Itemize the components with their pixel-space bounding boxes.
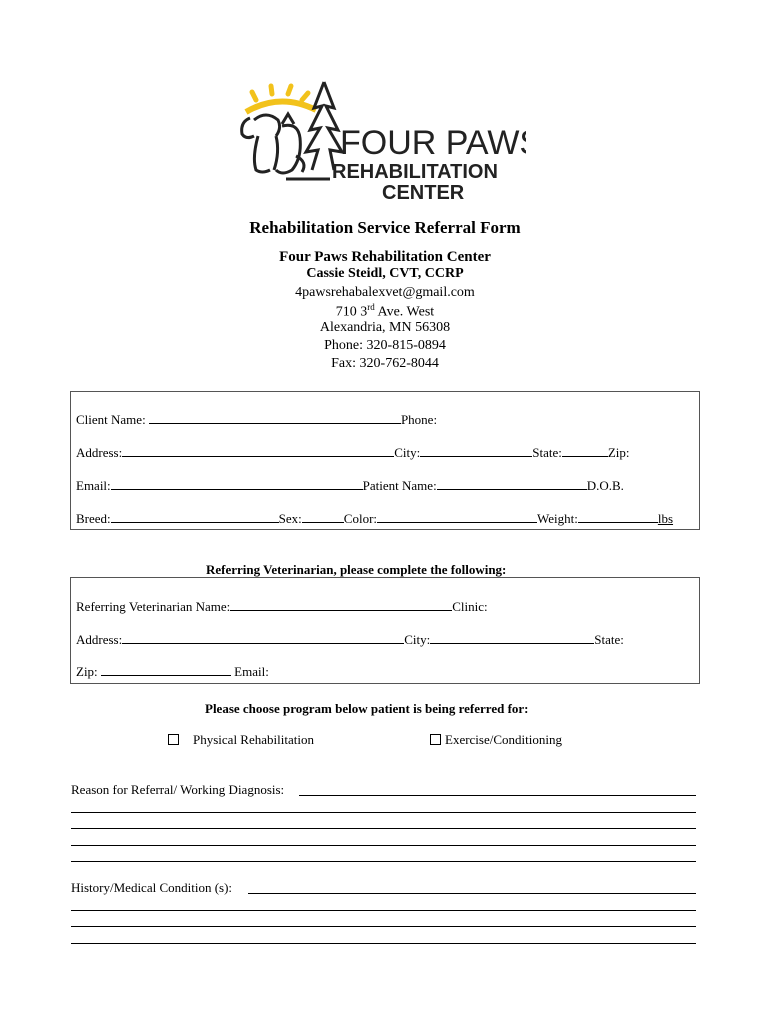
client-info-section (70, 391, 700, 530)
history-line-4[interactable] (71, 943, 696, 944)
program-option-physical[interactable] (168, 732, 314, 748)
breed-label: Breed: (76, 511, 111, 526)
contact-city-state: Alexandria, MN 56308 (319, 320, 451, 335)
sex-label: Sex: (278, 511, 302, 526)
address-street: Ave. West (374, 304, 435, 320)
referring-heading: Referring Veterinarian, please complete the following: (206, 562, 507, 577)
dob-label: D.O.B. (586, 478, 624, 493)
address-superscript: rd (367, 302, 375, 312)
referring-row-2 (76, 631, 694, 648)
history-line-2[interactable] (71, 910, 696, 911)
client-row-2 (76, 444, 694, 461)
contact-email: 4pawsrehabalexvet@gmail.com (295, 285, 475, 300)
client-email-label: Email: (76, 478, 111, 493)
clinic-label: Clinic: (452, 599, 488, 614)
org-name: Four Paws Rehabilitation Center (279, 249, 491, 265)
reason-label: Reason for Referral/ Working Diagnosis: (71, 782, 285, 797)
client-address-field[interactable] (122, 444, 394, 457)
reason-line-2[interactable] (71, 812, 696, 813)
vet-name-label: Referring Veterinarian Name: (76, 599, 231, 614)
vet-city-field[interactable] (430, 631, 594, 644)
referring-vet-section (70, 577, 700, 684)
vet-name-field[interactable] (230, 598, 452, 611)
client-city-field[interactable] (420, 444, 532, 457)
reason-line-3[interactable] (71, 828, 696, 829)
vet-city-label: City: (404, 632, 431, 647)
client-name-field[interactable] (149, 411, 401, 424)
client-address-label: Address: (76, 445, 123, 460)
vet-state-label: State: (594, 632, 624, 647)
pine-tree-icon (306, 82, 342, 170)
four-paws-logo-graphic (236, 78, 526, 206)
contact-name: Cassie Steidl, CVT, CCRP (306, 266, 464, 281)
weight-field[interactable] (578, 510, 658, 523)
logo-line-2: REHABILITATION (332, 161, 498, 183)
form-title: Rehabilitation Service Referral Form (249, 218, 521, 237)
client-state-label: State: (532, 445, 562, 460)
reason-line-1[interactable] (299, 795, 696, 796)
history-line-1[interactable] (248, 893, 696, 894)
client-row-4 (76, 510, 694, 527)
contact-phone: Phone: 320-815-0894 (324, 338, 446, 353)
checkbox-exercise[interactable] (430, 734, 441, 745)
logo (236, 78, 526, 206)
vet-email-label: Email: (234, 664, 269, 679)
lbs-label: lbs (657, 511, 674, 526)
patient-name-field[interactable] (437, 477, 587, 490)
client-city-label: City: (394, 445, 421, 460)
vet-zip-field[interactable] (101, 663, 231, 676)
phone-label: Phone: (400, 412, 438, 427)
vet-address-label: Address: (76, 632, 123, 647)
client-name-label: Client Name: (76, 412, 146, 427)
reason-line-4[interactable] (71, 845, 696, 846)
referring-row-3 (76, 663, 694, 680)
program-heading: Please choose program below patient is being referred for: (205, 701, 529, 716)
reason-line-5[interactable] (71, 861, 696, 862)
client-row-1 (76, 411, 694, 428)
breed-field[interactable] (111, 510, 279, 523)
client-state-field[interactable] (562, 444, 608, 457)
color-field[interactable] (377, 510, 537, 523)
address-number: 710 3 (335, 304, 368, 320)
physical-rehab-label: Physical Rehabilitation (193, 732, 314, 747)
client-email-field[interactable] (111, 477, 363, 490)
referring-row-1 (76, 598, 694, 615)
vet-zip-label: Zip: (76, 664, 98, 679)
patient-name-label: Patient Name: (362, 478, 437, 493)
contact-address (0, 302, 770, 321)
client-zip-label: Zip: (607, 445, 630, 460)
history-label: History/Medical Condition (s): (71, 880, 233, 895)
dog-cat-icon (242, 114, 304, 173)
program-option-exercise[interactable] (430, 732, 562, 748)
weight-label: Weight: (537, 511, 578, 526)
logo-line-3: CENTER (382, 182, 465, 204)
sun-icon (252, 86, 308, 100)
logo-line-1: FOUR PAWS (340, 124, 526, 162)
checkbox-physical[interactable] (168, 734, 179, 745)
vet-address-field[interactable] (122, 631, 404, 644)
client-row-3 (76, 477, 694, 494)
color-label: Color: (343, 511, 378, 526)
sex-field[interactable] (302, 510, 344, 523)
history-line-3[interactable] (71, 926, 696, 927)
exercise-conditioning-label: Exercise/Conditioning (445, 732, 562, 747)
contact-fax: Fax: 320-762-8044 (331, 356, 439, 371)
